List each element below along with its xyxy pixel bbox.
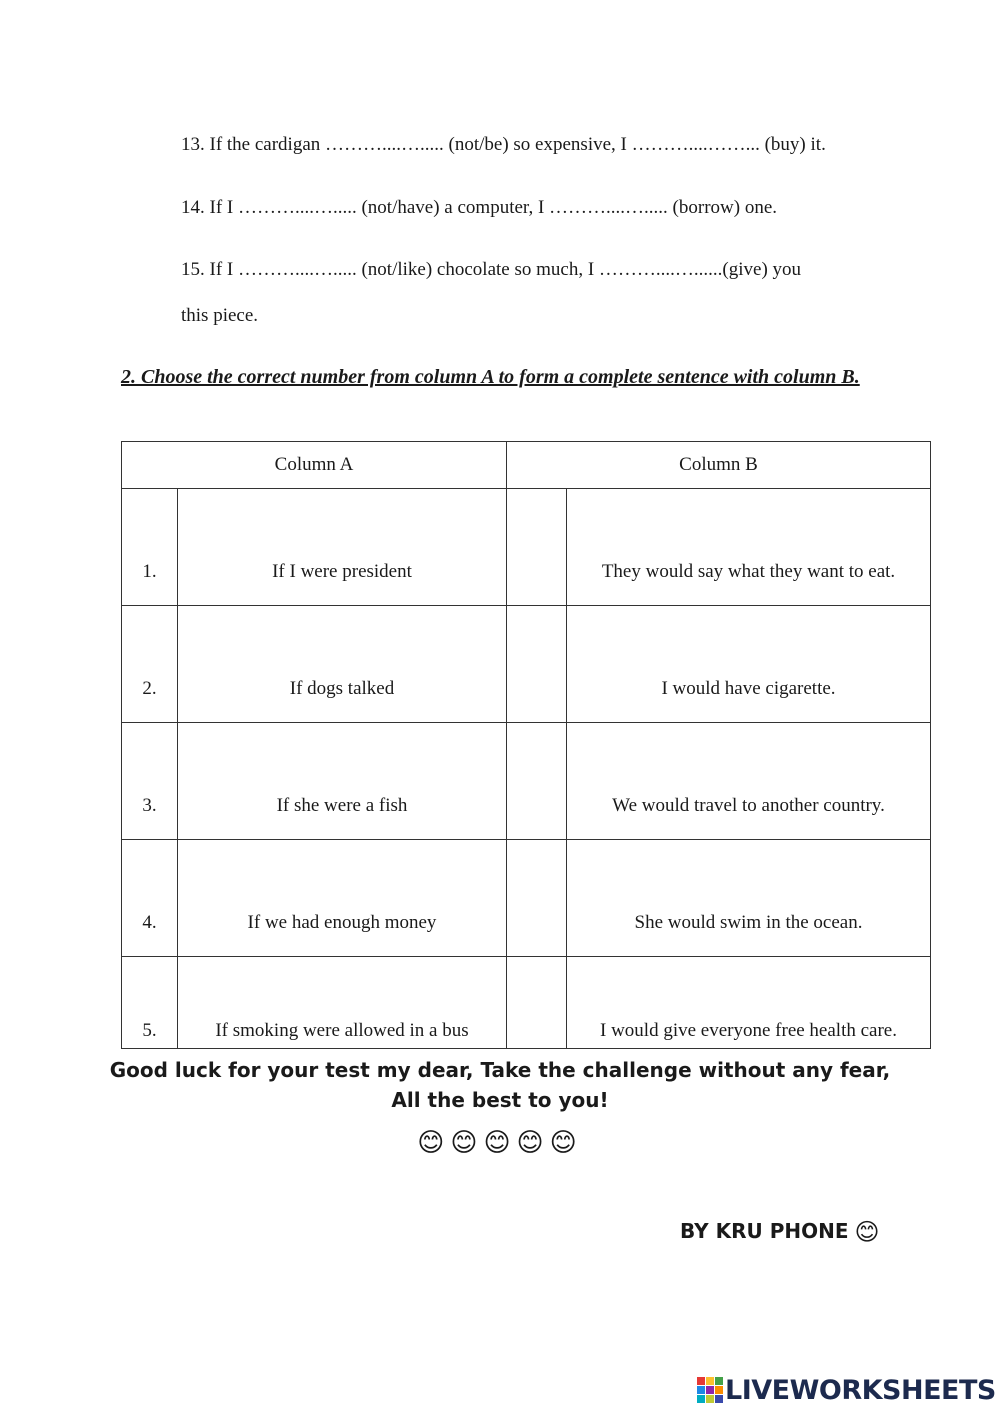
column-a-cell: If I were president bbox=[178, 489, 507, 606]
logo-tile bbox=[715, 1395, 723, 1403]
column-b-cell: We would travel to another country. bbox=[567, 723, 931, 840]
table-row bbox=[122, 957, 931, 1049]
column-a-header: Column A bbox=[122, 442, 507, 489]
question-15: 15. If I ………....…..... (not/like) chocolate so much, I ………....…......(give) you bbox=[181, 259, 802, 280]
author-credit bbox=[680, 1218, 880, 1246]
row-number: 2. bbox=[122, 606, 178, 723]
logo-tile bbox=[715, 1386, 723, 1394]
logo-tile bbox=[697, 1395, 705, 1403]
answer-box[interactable] bbox=[507, 723, 567, 840]
question-13: 13. If the cardigan ………....…..... (not/be) so expensive, I ………....……... (buy) it. bbox=[181, 134, 826, 155]
table-row bbox=[122, 840, 931, 957]
column-a-cell: If dogs talked bbox=[178, 606, 507, 723]
smiley-icon: 😊 bbox=[854, 1218, 880, 1246]
liveworksheets-logo-icon bbox=[697, 1377, 723, 1403]
column-a-cell: If smoking were allowed in a bus bbox=[178, 957, 507, 1049]
good-luck-message: Good luck for your test my dear, Take the challenge without any fear, bbox=[109, 1058, 891, 1082]
author-credit-text: BY KRU PHONE bbox=[680, 1219, 849, 1243]
table-row bbox=[122, 606, 931, 723]
logo-tile bbox=[706, 1386, 714, 1394]
question-14: 14. If I ………....…..... (not/have) a computer, I ………....…..... (borrow) one. bbox=[181, 197, 778, 218]
logo-tile bbox=[697, 1386, 705, 1394]
matching-table bbox=[121, 441, 931, 1049]
column-a-cell: If she were a fish bbox=[178, 723, 507, 840]
question-15-continuation: this piece. bbox=[181, 305, 259, 326]
liveworksheets-watermark bbox=[697, 1374, 996, 1406]
answer-box[interactable] bbox=[507, 957, 567, 1049]
answer-box[interactable] bbox=[507, 606, 567, 723]
watermark-text: LIVEWORKSHEETS bbox=[725, 1374, 996, 1406]
answer-box[interactable] bbox=[507, 489, 567, 606]
row-number: 4. bbox=[122, 840, 178, 957]
row-number: 3. bbox=[122, 723, 178, 840]
section-2-title: 2. Choose the correct number from column A to form a complete sentence with column B. bbox=[121, 366, 860, 388]
smiley-row: 😊😊😊😊😊 bbox=[417, 1128, 583, 1158]
row-number: 5. bbox=[122, 957, 178, 1049]
logo-tile bbox=[715, 1377, 723, 1385]
table-row bbox=[122, 489, 931, 606]
logo-tile bbox=[697, 1377, 705, 1385]
column-b-cell: They would say what they want to eat. bbox=[567, 489, 931, 606]
best-wishes-message: All the best to you! bbox=[391, 1088, 609, 1112]
table-header-row bbox=[122, 442, 931, 489]
column-b-cell: I would have cigarette. bbox=[567, 606, 931, 723]
table-row bbox=[122, 723, 931, 840]
logo-tile bbox=[706, 1395, 714, 1403]
column-b-header: Column B bbox=[507, 442, 931, 489]
column-a-cell: If we had enough money bbox=[178, 840, 507, 957]
row-number: 1. bbox=[122, 489, 178, 606]
answer-box[interactable] bbox=[507, 840, 567, 957]
column-b-cell: I would give everyone free health care. bbox=[567, 957, 931, 1049]
column-b-cell: She would swim in the ocean. bbox=[567, 840, 931, 957]
logo-tile bbox=[706, 1377, 714, 1385]
